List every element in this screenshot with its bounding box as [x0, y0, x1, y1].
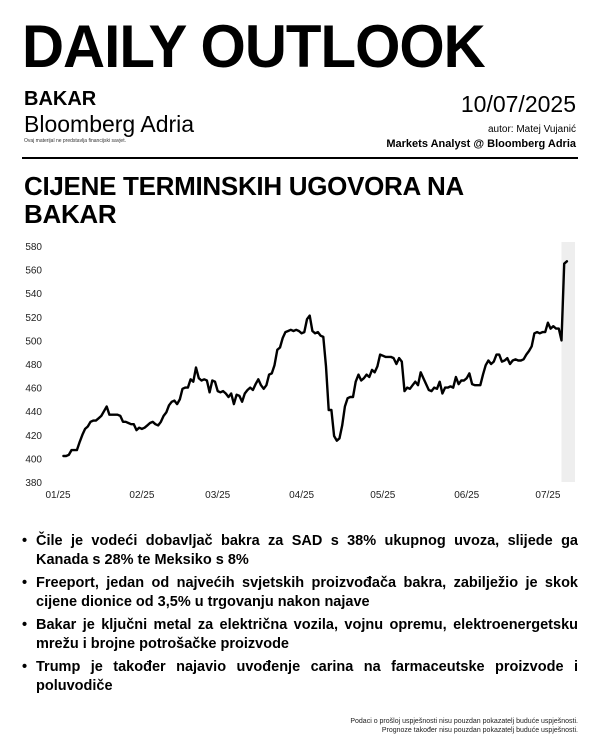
series-line	[63, 261, 567, 456]
y-tick-label: 580	[25, 242, 42, 253]
bullet-item	[22, 658, 578, 696]
bullet-dot: •	[22, 659, 28, 675]
report-date: 10/07/2025	[460, 91, 576, 117]
bullet-text: Trump je također najavio uvođenje carina na farmaceutske proizvode i poluvodiče	[36, 659, 578, 694]
y-tick-label: 400	[25, 454, 42, 466]
y-tick-label: 460	[25, 383, 42, 395]
bullet-item	[22, 532, 578, 570]
x-tick-label: 05/25	[370, 490, 396, 501]
y-tick-label: 380	[25, 478, 42, 489]
y-tick-label: 480	[25, 360, 42, 371]
analyst-line: Markets Analyst @ Bloomberg Adria	[386, 138, 576, 150]
bullet-dot: •	[22, 533, 28, 549]
header-divider	[22, 157, 578, 159]
x-tick-label: 07/25	[535, 490, 561, 501]
y-tick-label: 500	[25, 336, 42, 348]
key-points-list	[22, 532, 578, 700]
disclaimer-line: Podaci o prošloj uspješnosti nisu pouzdan pokazatelj buduće uspješnosti.	[350, 718, 578, 725]
x-tick-label: 06/25	[454, 490, 480, 501]
bullet-text: Čile je vodeći dobavljač bakra za SAD s 38% ukupnog uvoza, slijede ga Kanada s 28% te Meksiko s 8%	[36, 533, 578, 568]
disclaimer	[350, 717, 578, 735]
copper-futures-chart	[0, 232, 600, 504]
headline: DAILY OUTLOOK	[22, 13, 485, 80]
x-tick-label: 01/25	[45, 490, 71, 501]
y-tick-label: 440	[25, 407, 42, 419]
y-tick-label: 560	[25, 265, 42, 277]
x-tick-label: 04/25	[289, 490, 315, 501]
y-tick-label: 520	[25, 312, 42, 324]
disclaimer-line: Prognoze također nisu pouzdan pokazatelj buduće uspješnosti.	[381, 727, 578, 734]
y-tick-label: 540	[25, 289, 42, 301]
topic-label: BAKAR	[24, 88, 97, 110]
bullet-dot: •	[22, 617, 28, 633]
bullet-item	[22, 616, 578, 654]
x-tick-label: 02/25	[129, 490, 155, 501]
y-tick-label: 420	[25, 430, 42, 442]
bullet-text: Freeport, jedan od najvećih svjetskih proizvođača bakra, zabilježio je skok cijene dionice od 3,5% u trgovanju nakon najave	[36, 575, 578, 610]
author-line: autor: Matej Vujanić	[487, 124, 576, 135]
x-tick-label: 03/25	[205, 490, 231, 501]
bullet-text: Bakar je ključni metal za električna vozila, vojnu opremu, elektroenergetsku mrežu i brojne potrošačke proizvode	[36, 617, 578, 652]
bullet-dot: •	[22, 575, 28, 591]
brand-note: Ovaj materijal ne predstavlja financijski savjet.	[24, 138, 126, 144]
bullet-item	[22, 574, 578, 612]
chart-title: CIJENE TERMINSKIH UGOVORA NA BAKAR	[24, 171, 463, 229]
brand-name: Bloomberg Adria	[24, 111, 195, 137]
